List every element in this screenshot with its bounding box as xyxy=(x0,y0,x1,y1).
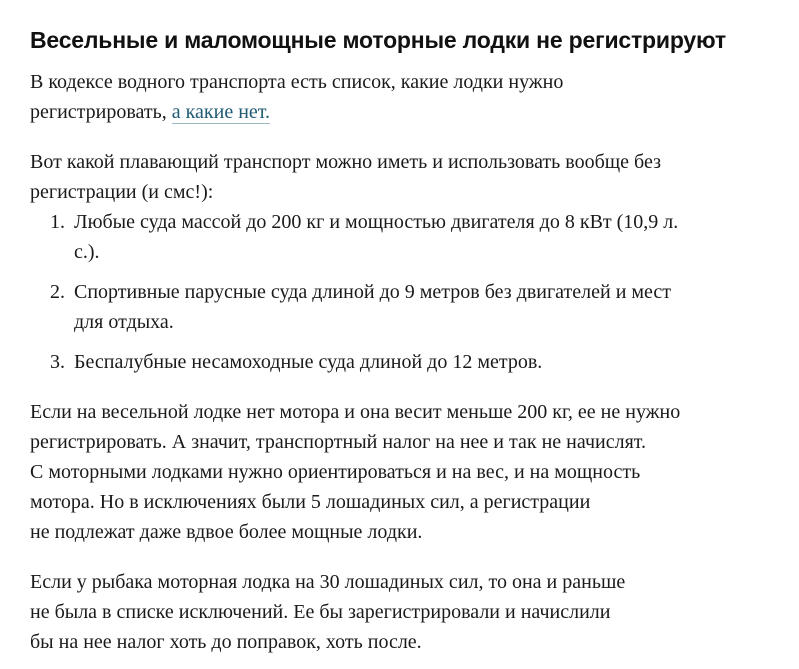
list-item-line: Любые суда массой до 200 кг и мощностью двигателя до 8 кВт (10,9 л. xyxy=(74,211,679,233)
paragraph-line: не была в списке исключений. Ее бы зарегистрировали и начислили xyxy=(30,601,611,623)
list-item-line: Спортивные парусные суда длиной до 9 метров без двигателей и мест xyxy=(74,281,672,303)
paragraph-line: Если на весельной лодке нет мотора и она весит меньше 200 кг, ее не нужно xyxy=(30,401,681,423)
intro-line-1: В кодексе водного транспорта есть список, какие лодки нужно xyxy=(30,71,564,93)
list-item-number: 1. xyxy=(50,211,65,233)
paragraph-line: бы на нее налог хоть до поправок, хоть после. xyxy=(30,631,422,653)
section-heading: Весельные и маломощные моторные лодки не регистрируют xyxy=(30,27,726,53)
list-item-number: 3. xyxy=(50,351,65,373)
paragraph-line: мотора. Но в исключениях были 5 лошадиных сил, а регистрации xyxy=(30,491,591,513)
article-body xyxy=(30,24,790,657)
list-intro-paragraph xyxy=(30,147,790,207)
list-item-number: 2. xyxy=(50,281,65,303)
list-item xyxy=(30,207,790,267)
intro-line-2 xyxy=(30,97,790,127)
intro-paragraph xyxy=(30,67,790,127)
list-item-line: Беспалубные несамоходные суда длиной до 12 метров. xyxy=(74,351,543,373)
paragraph-line: регистрировать. А значит, транспортный налог на нее и так не начислят. xyxy=(30,431,647,453)
list-item-line: с.). xyxy=(74,241,100,263)
list-intro-line-2: регистрации (и смс!): xyxy=(30,181,214,203)
list-item-line: для отдыха. xyxy=(74,311,174,333)
list-item xyxy=(30,347,790,377)
fisher-paragraph xyxy=(30,567,790,657)
water-code-exceptions-link[interactable]: а какие нет. xyxy=(171,101,271,123)
list-intro-line-1: Вот какой плавающий транспорт можно иметь и использовать вообще без xyxy=(30,151,661,173)
paragraph-line: Если у рыбака моторная лодка на 30 лошадиных сил, то она и раньше xyxy=(30,571,626,593)
intro-line-2-text: регистрировать, xyxy=(30,101,172,123)
paragraph-line: С моторными лодками нужно ориентироваться и на вес, и на мощность xyxy=(30,461,641,483)
paragraph-line: не подлежат даже вдвое более мощные лодки. xyxy=(30,521,423,543)
rowing-boat-paragraph xyxy=(30,397,790,547)
exempt-vessels-list xyxy=(30,207,790,377)
list-item xyxy=(30,277,790,337)
